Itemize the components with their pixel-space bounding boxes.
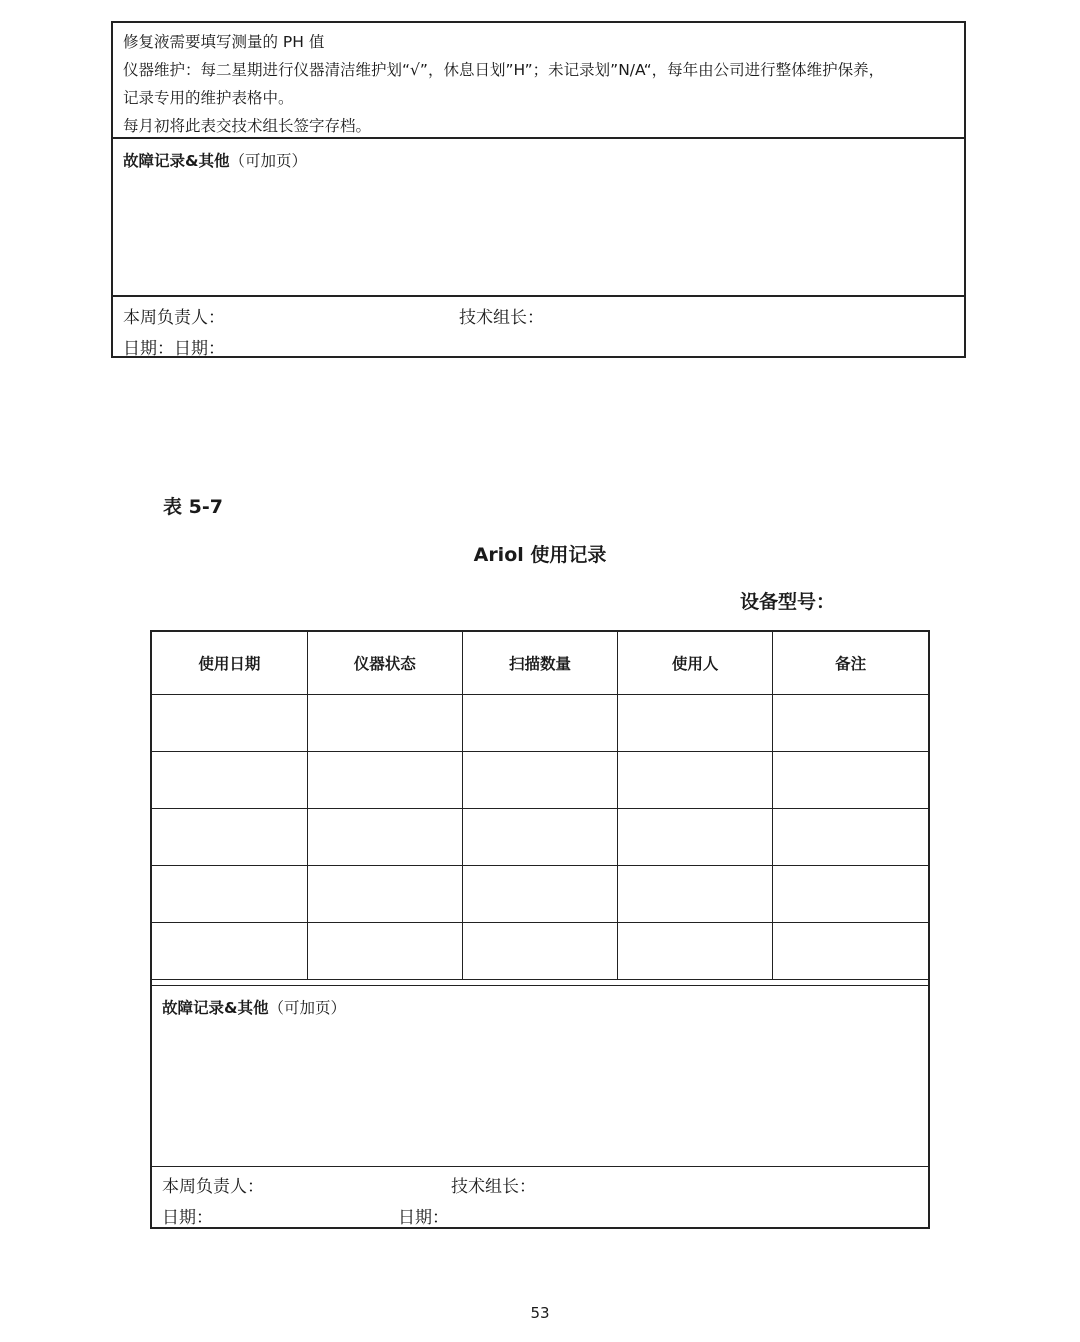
note-line: 修复液需要填写测量的 PH 值: [123, 33, 325, 51]
table-row: [152, 809, 928, 866]
fault-record-hint: （可加页）: [268, 999, 347, 1017]
table-cell[interactable]: [462, 809, 617, 866]
table-cell[interactable]: [618, 923, 773, 980]
week-owner-label: 本周负责人：: [162, 1177, 264, 1197]
tech-lead-label: 技术组长：: [459, 308, 544, 328]
note-line: 每月初将此表交技术组长签字存档。: [123, 117, 372, 135]
table-cell[interactable]: [152, 809, 307, 866]
table-cell[interactable]: [152, 866, 307, 923]
week-owner-label: 本周负责人：: [123, 308, 225, 328]
fault-record-label: 故障记录&其他: [162, 999, 269, 1017]
table-row: [152, 695, 928, 752]
top-record-box: [111, 21, 966, 358]
signature-area: [113, 297, 964, 358]
table-row: [152, 752, 928, 809]
table-cell[interactable]: [307, 752, 462, 809]
table-cell[interactable]: [462, 923, 617, 980]
table-number: 表 5-7: [163, 496, 223, 518]
note-line: 仪器维护：每二星期进行仪器清洁维护划“√”，休息日划”H”；未记录划”N/A“，每年由公司进行整体维护保养，: [123, 61, 885, 79]
header-scan-count: 扫描数量: [462, 632, 617, 695]
table-cell[interactable]: [307, 809, 462, 866]
signature-area: [152, 1167, 928, 1229]
table-header-row: [152, 632, 928, 695]
date-label: 日期：日期：: [123, 339, 225, 359]
note-line: 记录专用的维护表格中。: [123, 89, 294, 107]
table-cell[interactable]: [618, 752, 773, 809]
device-model-label: 设备型号：: [740, 591, 836, 613]
table-cell[interactable]: [773, 866, 928, 923]
header-remarks: 备注: [773, 632, 928, 695]
table-cell[interactable]: [773, 752, 928, 809]
fault-record-area: [113, 139, 964, 297]
table-cell[interactable]: [618, 866, 773, 923]
date-label: 日期：: [162, 1208, 213, 1228]
fault-record-area: [152, 985, 928, 1167]
header-instrument-status: 仪器状态: [307, 632, 462, 695]
header-user: 使用人: [618, 632, 773, 695]
fault-record-label: 故障记录&其他: [123, 152, 230, 170]
table-row: [152, 923, 928, 980]
table-cell[interactable]: [773, 695, 928, 752]
table-cell[interactable]: [462, 695, 617, 752]
table-cell[interactable]: [152, 752, 307, 809]
table-row: [152, 866, 928, 923]
page-number: 53: [530, 1304, 550, 1322]
fault-record-title: [123, 149, 954, 173]
table-cell[interactable]: [152, 923, 307, 980]
usage-record-table: [152, 632, 928, 980]
table-cell[interactable]: [307, 695, 462, 752]
fault-record-hint: （可加页）: [229, 152, 308, 170]
table-cell[interactable]: [618, 809, 773, 866]
header-use-date: 使用日期: [152, 632, 307, 695]
maintenance-notes: [113, 23, 964, 139]
table-cell[interactable]: [462, 866, 617, 923]
table-cell[interactable]: [307, 923, 462, 980]
table-cell[interactable]: [462, 752, 617, 809]
table-cell[interactable]: [618, 695, 773, 752]
table-title: Ariol 使用记录: [473, 544, 607, 566]
table-cell[interactable]: [773, 809, 928, 866]
usage-record-form: [150, 630, 930, 1229]
table-cell[interactable]: [307, 866, 462, 923]
date-label: 日期：: [398, 1208, 449, 1228]
table-cell[interactable]: [152, 695, 307, 752]
fault-record-title: [162, 996, 918, 1020]
tech-lead-label: 技术组长：: [451, 1177, 536, 1197]
table-cell[interactable]: [773, 923, 928, 980]
